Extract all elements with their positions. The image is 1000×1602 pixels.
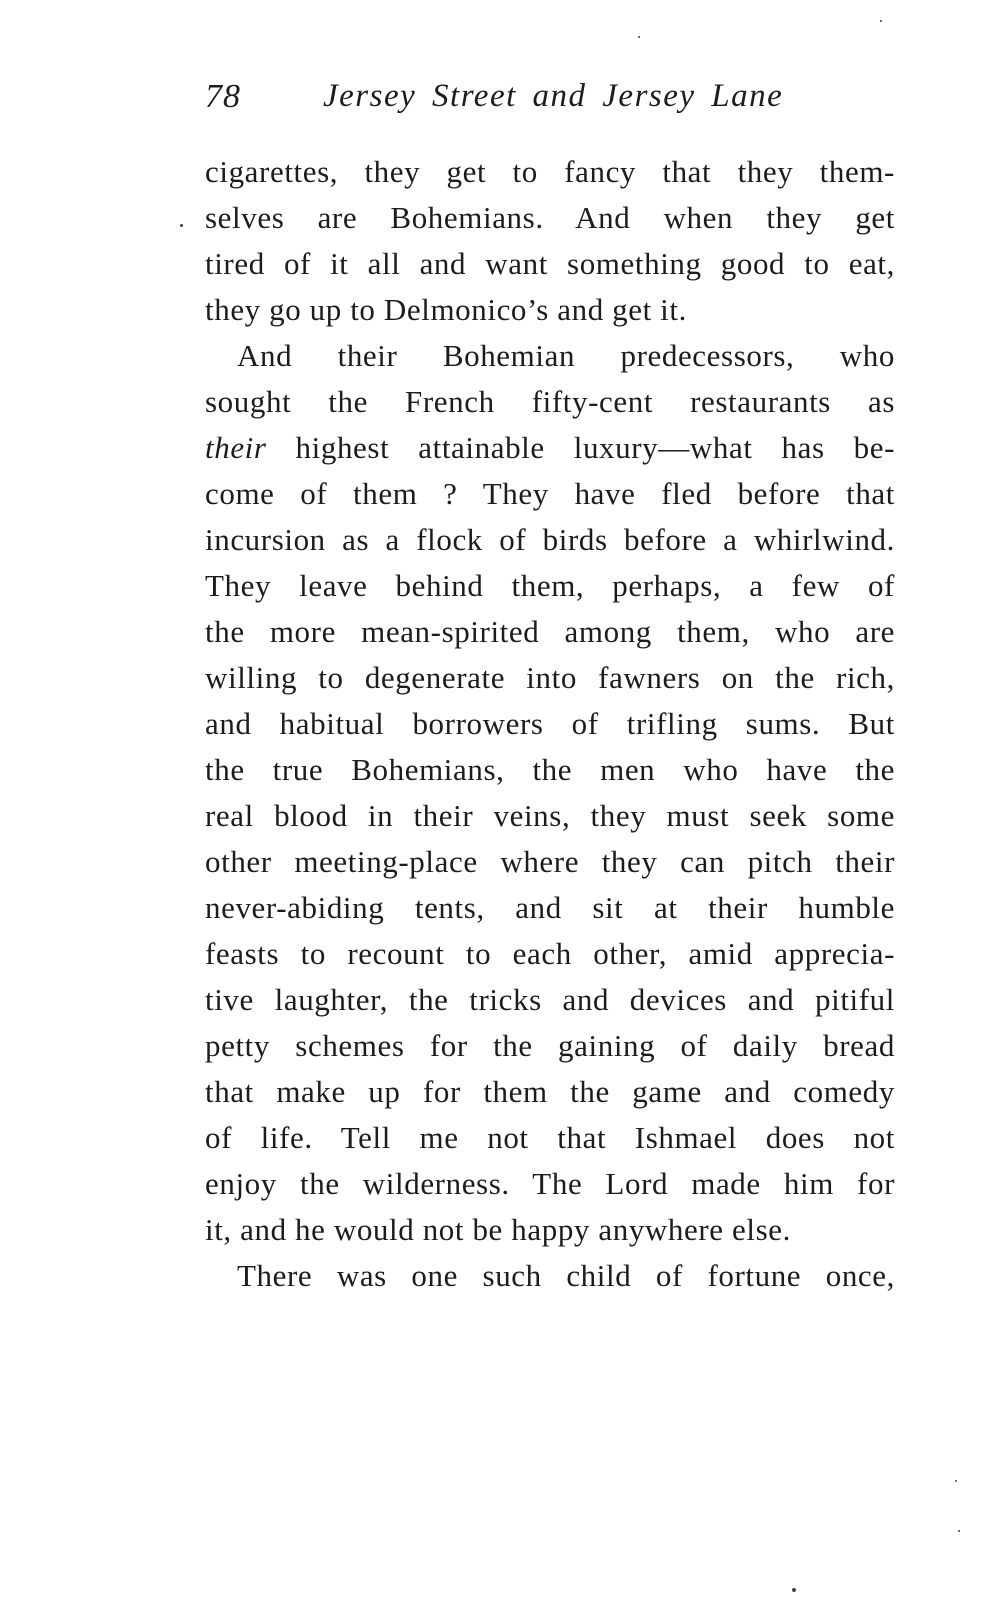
text-line: it, and he would not be happy anywhere else. — [205, 1212, 791, 1247]
scan-speck — [880, 20, 882, 22]
text-line — [205, 428, 895, 474]
text-line: that make up for them the game and comedy — [205, 1074, 895, 1109]
text-line: selves are Bohemians. And when they get — [205, 200, 895, 235]
body-text — [205, 152, 895, 1302]
scan-speck — [792, 1588, 796, 1592]
line-remainder: highest attainable luxury—what has be- — [266, 430, 895, 465]
text-line: and habitual borrowers of trifling sums. But — [205, 706, 895, 741]
text-line: And their Bohemian predecessors, who — [237, 338, 895, 373]
text-line: they go up to Delmonico’s and get it. — [205, 292, 687, 327]
scan-speck — [958, 1530, 960, 1532]
text-line: enjoy the wilderness. The Lord made him for — [205, 1166, 895, 1201]
text-line: incursion as a flock of birds before a whirlwind. — [205, 522, 895, 557]
running-title: Jersey Street and Jersey Lane — [323, 78, 784, 114]
text-line: willing to degenerate into fawners on the rich, — [205, 660, 895, 695]
text-line: real blood in their veins, they must seek some — [205, 798, 895, 833]
text-line: come of them ? They have fled before that — [205, 476, 895, 511]
text-line: tired of it all and want something good to eat, — [205, 246, 895, 281]
text-line: the true Bohemians, the men who have the — [205, 752, 895, 787]
scan-speck — [638, 36, 640, 38]
text-line: the more mean-spirited among them, who are — [205, 614, 895, 649]
text-line: of life. Tell me not that Ishmael does not — [205, 1120, 895, 1155]
text-line: other meeting-place where they can pitch their — [205, 844, 895, 879]
text-line: never-abiding tents, and sit at their humble — [205, 890, 895, 925]
text-line: There was one such child of fortune once, — [237, 1258, 895, 1293]
scan-speck — [955, 1480, 957, 1482]
text-line: petty schemes for the gaining of daily bread — [205, 1028, 895, 1063]
page-number: 78 — [205, 78, 241, 115]
text-line: tive laughter, the tricks and devices and pitiful — [205, 982, 895, 1017]
text-line: sought the French fifty-cent restaurants as — [205, 384, 895, 419]
page-header — [205, 78, 895, 128]
text-line: They leave behind them, perhaps, a few of — [205, 568, 895, 603]
text-line: feasts to recount to each other, amid apprecia- — [205, 936, 895, 971]
italic-emphasis: their — [205, 430, 267, 465]
text-line: cigarettes, they get to fancy that they them- — [205, 154, 895, 189]
scan-speck — [180, 224, 183, 227]
